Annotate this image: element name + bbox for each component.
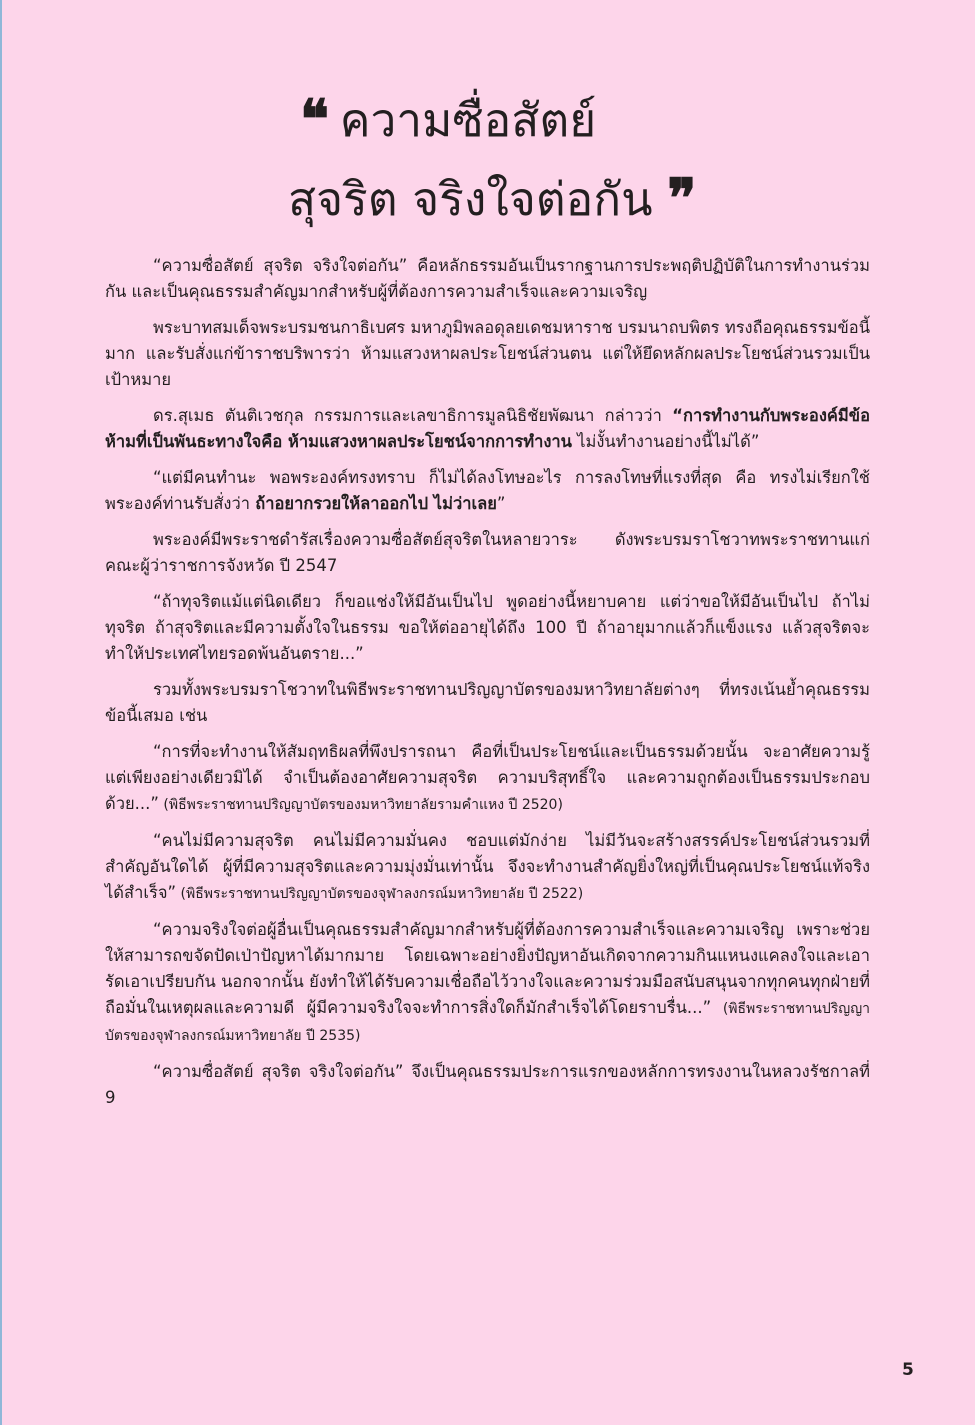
title-line-2 xyxy=(230,159,830,238)
punishment-lead: “แต่มีคนทำนะ พอพระองค์ทรงทราบ ก็ไม่ได้ลงโทษอะไร การลงโทษที่แรงที่สุด คือ ทรงไม่เรียกใช้ พระองค์ท่านรับสั่งว่า xyxy=(105,468,870,513)
chula-2522-source: (พิธีพระราชทานปริญญาบัตรของจุฬาลงกรณ์มหาวิทยาลัย ปี 2522) xyxy=(176,886,584,902)
paragraph-punishment xyxy=(105,465,870,517)
punishment-tail: ” xyxy=(496,494,506,513)
page-title xyxy=(230,80,830,238)
paragraph-chula-2535-quote xyxy=(105,917,870,1049)
article-body xyxy=(105,253,870,1121)
page-edge-line xyxy=(0,0,2,1425)
paragraph-ramkhamhaeng-quote xyxy=(105,739,870,818)
paragraph-graduation-intro: รวมทั้งพระบรมราโชวาทในพิธีพระราชทานปริญญาบัตรของมหาวิทยาลัยต่างๆ ที่ทรงเน้นย้ำคุณธรรมข้อนี้เสมอ เช่น xyxy=(105,680,870,725)
chula-2535-quote-text: “ความจริงใจต่อผู้อื่นเป็นคุณธรรมสำคัญมากสำหรับผู้ที่ต้องการความสำเร็จและความเจริญ เพราะช่วยให้สามารถขจัดปัดเป่าปัญหาได้มากมาย โดยเฉพาะอย่างยิ่งปัญหาอันเกิดจากความกินแหนงแคลงใจและเอารัดเอาเปรียบกัน นอกจากนั้น ยังทำให้ได้รับความเชื่อถือไว้วางใจและความร่วมมือสนับสนุนจากทุกคนทุกฝ่ายที่ถือมั่นในเหตุผลและความดี ผู้มีความจริงใจจะทำการสิ่งใดก็มักสำเร็จได้โดยราบรื่น...” xyxy=(105,920,870,1017)
punishment-bold-quote: ถ้าอยากรวยให้ลาออกไป ไม่ว่าเลย xyxy=(255,494,497,513)
open-quote-icon: ❝ xyxy=(300,87,326,151)
paragraph-king-virtue: พระบาทสมเด็จพระบรมชนกาธิเบศร มหาภูมิพลอดุลยเดชมหาราช บรมนาถบพิตร ทรงถือคุณธรรมข้อนี้มาก และรับสั่งแก่ข้าราชบริพารว่า ห้ามแสวงหาผลประโยชน์ส่วนตน แต่ให้ยึดหลักผลประโยชน์ส่วนรวมเป็นเป้าหมาย xyxy=(105,318,870,389)
sumet-lead: ดร.สุเมธ ตันติเวชกุล กรรมการและเลขาธิการมูลนิธิชัยพัฒนา กล่าวว่า xyxy=(153,406,673,425)
title-line-1 xyxy=(230,80,830,159)
title-text-line-2: สุจริต จริงใจต่อกัน xyxy=(288,172,653,226)
ramkhamhaeng-quote-text: “การที่จะทำงานให้สัมฤทธิผลที่พึงปรารถนา คือที่เป็นประโยชน์และเป็นธรรมด้วยนั้น จะอาศัยความรู้แต่เพียงอย่างเดียวมิได้ จำเป็นต้องอาศัยความสุจริต ความบริสุทธิ์ใจ และความถูกต้องเป็นธรรมประกอบด้วย...” xyxy=(105,742,870,813)
paragraph-sumet-quote xyxy=(105,403,870,455)
paragraph-chula-2522-quote xyxy=(105,828,870,907)
close-quote-icon: ❞ xyxy=(667,166,693,230)
paragraph-governors-quote: “ถ้าทุจริตแม้แต่นิดเดียว ก็ขอแช่งให้มีอันเป็นไป พูดอย่างนี้หยาบคาย แต่ว่าขอให้มีอันเป็นไป ถ้าไม่ทุจริต ถ้าสุจริตและมีความตั้งใจในธรรม ขอให้ต่ออายุได้ถึง 100 ปี ถ้าอายุมากแล้วก็แข็งแรง แล้วสุจริตจะทำให้ประเทศไทยรอดพ้นอันตราย...” xyxy=(105,592,870,663)
chula-2535-source: (พิธีพระราชทานปริญญาบัตรของจุฬาลงกรณ์มหาวิทยาลัย ปี 2535) xyxy=(105,1001,870,1044)
title-text-line-1: ความซื่อสัตย์ xyxy=(339,93,597,147)
paragraph-intro: “ความซื่อสัตย์ สุจริต จริงใจต่อกัน” คือหลักธรรมอันเป็นรากฐานการประพฤติปฏิบัติในการทำงานร่วมกัน และเป็นคุณธรรมสำคัญมากสำหรับผู้ที่ต้องการความสำเร็จและความเจริญ xyxy=(105,256,870,301)
sumet-bold-quote: “การทำงานกับพระองค์มีข้อห้ามที่เป็นพันธะทางใจคือ ห้ามแสวงหาผลประโยชน์จากการทำงาน xyxy=(105,406,870,451)
page-number: 5 xyxy=(902,1360,914,1380)
ramkhamhaeng-source: (พิธีพระราชทานปริญญาบัตรของมหาวิทยาลัยรามคำแหง ปี 2520) xyxy=(158,797,563,813)
paragraph-royal-speech-intro: พระองค์มีพระราชดำรัสเรื่องความซื่อสัตย์สุจริตในหลายวาระ ดังพระบรมราโชวาทพระราชทานแก่คณะผู้ว่าราชการจังหวัด ปี 2547 xyxy=(105,530,870,575)
sumet-tail: ไม่งั้นทำงานอย่างนี้ไม่ได้” xyxy=(571,432,760,451)
paragraph-conclusion: “ความซื่อสัตย์ สุจริต จริงใจต่อกัน” จึงเป็นคุณธรรมประการแรกของหลักการทรงงานในหลวงรัชกาลที่ 9 xyxy=(105,1062,870,1107)
chula-2522-quote-text: “คนไม่มีความสุจริต คนไม่มีความมั่นคง ชอบแต่มักง่าย ไม่มีวันจะสร้างสรรค์ประโยชน์ส่วนรวมที่สำคัญอันใดได้ ผู้ที่มีความสุจริตและความมุ่งมั่นเท่านั้น จึงจะทำงานสำคัญยิ่งใหญ่ที่เป็นคุณประโยชน์แท้จริงได้สำเร็จ” xyxy=(105,831,870,902)
